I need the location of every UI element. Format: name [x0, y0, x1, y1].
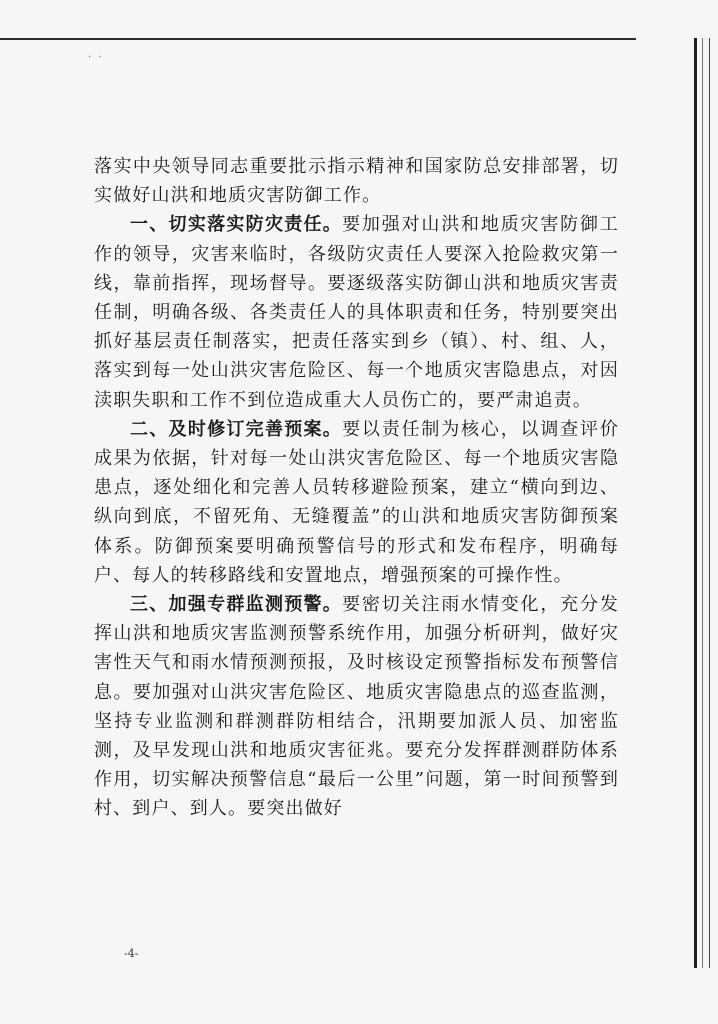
- scan-marks: · ·: [88, 52, 104, 63]
- paragraph-plans: [94, 415, 619, 590]
- page-number: -4-: [124, 947, 139, 960]
- paragraph-intro: [94, 152, 619, 210]
- paragraph-text: 要加强对山洪和地质灾害防御工作的领导，灾害来临时，各级防灾责任人要深入抢险救灾第一线，靠前指挥，现场督导。要逐级落实防御山洪和地质灾害责任制，明确各级、各类责任人的具体职责和任务，特别要突出抓好基层责任制落实，把责任落实到乡（镇）、村、组、人，落实到每一处山洪灾害危险区、每一个地质灾害隐患点，对因渎职失职和工作不到位造成重大人员伤亡的，要严肃追责。: [94, 214, 619, 411]
- header-rule: [0, 38, 636, 40]
- page-border: [694, 38, 710, 968]
- paragraph-text: 要密切关注雨水情变化，充分发挥山洪和地质灾害监测预警系统作用，加强分析研判，做好灾害性天气和雨水情预测预报，及时核设定预警指标发布预警信息。要加强对山洪灾害危险区、地质灾害隐患点的巡查监测，坚持专业监测和群测群防相结合，汛期要加派人员、加密监测，及早发现山洪和地质灾害征兆。要充分发挥群测群防体系作用，切实解决预警信息“最后一公里”问题，第一时间预警到村、到户、到人。要突出做好: [94, 594, 619, 820]
- document-body: [94, 152, 619, 824]
- section-heading: 三、加强专群监测预警。: [130, 594, 343, 616]
- paragraph-responsibility: [94, 210, 619, 414]
- section-heading: 二、及时修订完善预案。: [130, 418, 343, 440]
- paragraph-text: 要以责任制为核心，以调查评价成果为依据，针对每一处山洪灾害危险区、每一个地质灾害隐患点，逐处细化和完善人员转移避险预案，建立“横向到边、纵向到底，不留死角、无缝覆盖”的山洪和地质灾害防御预案体系。防御预案要明确预警信号的形式和发布程序，明确每户、每人的转移路线和安置地点，增强预案的可操作性。: [94, 418, 619, 586]
- section-heading: 一、切实落实防灾责任。: [130, 214, 343, 236]
- paragraph-monitoring: [94, 590, 619, 824]
- paragraph-text: 落实中央领导同志重要批示指示精神和国家防总安排部署，切实做好山洪和地质灾害防御工作。: [94, 156, 619, 207]
